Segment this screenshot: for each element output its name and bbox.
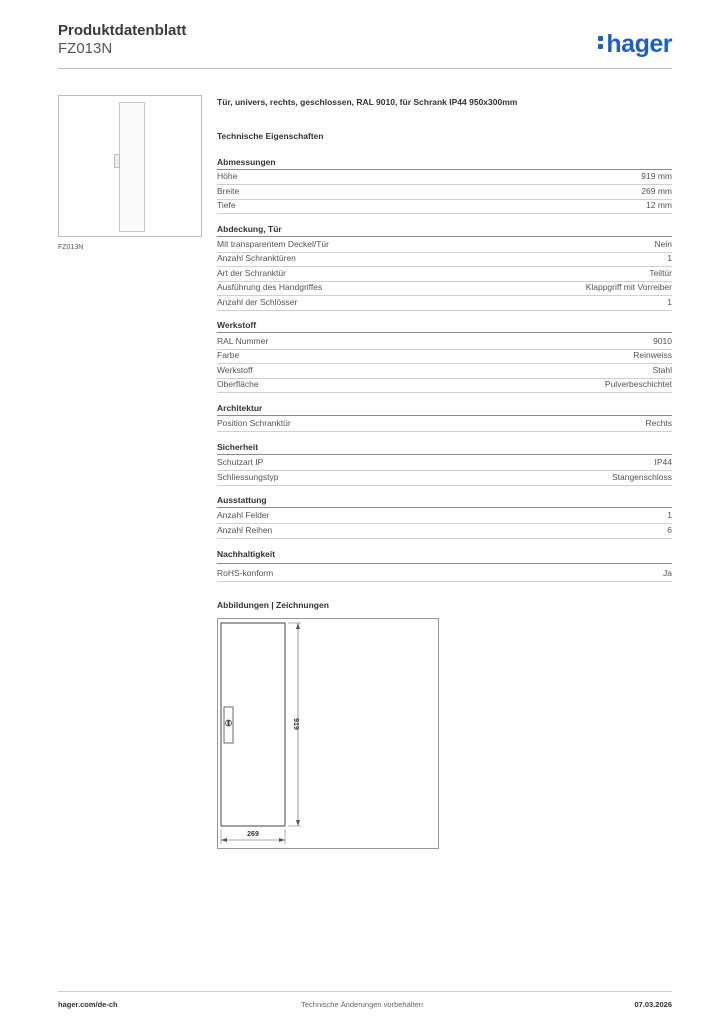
dim-arrow-left <box>221 838 227 842</box>
product-image <box>58 95 202 237</box>
spec-row <box>217 238 672 253</box>
spec-label: Tiefe <box>217 200 236 210</box>
spec-label: RAL Nummer <box>217 336 269 346</box>
technical-drawing <box>217 618 439 849</box>
footer-website-link[interactable]: hager.com/de-ch <box>58 1000 118 1009</box>
spec-row <box>217 417 672 432</box>
spec-value: Reinweiss <box>633 350 672 360</box>
footer-divider <box>58 991 672 992</box>
width-dimension-label: 269 <box>247 831 259 838</box>
spec-row <box>217 335 672 350</box>
spec-label: Farbe <box>217 350 240 360</box>
spec-row <box>217 267 672 282</box>
spec-label: Breite <box>217 186 240 196</box>
spec-value: 9010 <box>653 336 672 346</box>
spec-row <box>217 349 672 364</box>
handle-illustration <box>114 154 120 168</box>
dim-arrow-bottom <box>296 820 300 826</box>
door-illustration <box>119 102 145 232</box>
dim-arrow-right <box>279 838 285 842</box>
lock-key <box>228 720 230 726</box>
spec-label: Art der Schranktür <box>217 268 286 278</box>
spec-row <box>217 199 672 214</box>
spec-row <box>217 296 672 311</box>
spec-row <box>217 281 672 296</box>
footer-date: 07.03.2026 <box>634 1000 672 1009</box>
spec-value: Rechts <box>645 418 672 428</box>
spec-label: Anzahl Felder <box>217 510 270 520</box>
spec-label: Mit transparentem Deckel/Tür <box>217 239 329 249</box>
spec-row <box>217 471 672 486</box>
spec-row <box>217 378 672 393</box>
spec-label: Höhe <box>217 171 238 181</box>
spec-value: 1 <box>667 253 672 263</box>
header-divider <box>58 68 672 69</box>
drawings-heading: Abbildungen | Zeichnungen <box>217 600 329 610</box>
height-dimension-label: 919 <box>292 718 299 730</box>
product-image-caption: FZ013N <box>58 244 84 251</box>
spec-value: IP44 <box>654 457 672 467</box>
section-title-cover-door: Abdeckung, Tür <box>217 224 672 237</box>
spec-value: 269 mm <box>641 186 672 196</box>
spec-value: Klappgriff mit Vorreiber <box>585 282 672 292</box>
spec-value: 12 mm <box>646 200 672 210</box>
section-title-dimensions: Abmessungen <box>217 157 672 170</box>
spec-label: Anzahl Reihen <box>217 525 273 535</box>
spec-label: Schliessungstyp <box>217 472 279 482</box>
section-title-material: Werkstoff <box>217 320 672 333</box>
door-drawing <box>218 619 438 848</box>
spec-value: 6 <box>667 525 672 535</box>
spec-label: Anzahl der Schlösser <box>217 297 298 307</box>
footer-notice: Technische Änderungen vorbehalten <box>301 1000 423 1009</box>
spec-value: Stangenschloss <box>611 472 672 482</box>
spec-value: 1 <box>667 297 672 307</box>
section-title-security: Sicherheit <box>217 442 672 455</box>
spec-label: RoHS-konform <box>217 568 274 578</box>
spec-label: Anzahl Schranktüren <box>217 253 296 263</box>
spec-row <box>217 170 672 185</box>
spec-value: 919 mm <box>641 171 672 181</box>
spec-label: Ausführung des Handgriffes <box>217 282 323 292</box>
spec-value: Pulverbeschichtet <box>604 379 672 389</box>
spec-value: Teiltür <box>649 268 672 278</box>
spec-row <box>217 509 672 524</box>
spec-label: Schutzart IP <box>217 457 264 467</box>
logo-dots-icon <box>598 36 604 50</box>
section-title-equipment: Ausstattung <box>217 495 672 508</box>
spec-row <box>217 567 672 582</box>
spec-row <box>217 524 672 539</box>
spec-value: Ja <box>663 568 672 578</box>
product-code: FZ013N <box>58 40 113 57</box>
spec-row <box>217 364 672 379</box>
page-title: Produktdatenblatt <box>58 22 187 39</box>
spec-label: Werkstoff <box>217 365 253 375</box>
spec-value: Stahl <box>652 365 672 375</box>
hager-logo[interactable] <box>598 30 672 59</box>
door-outline <box>221 623 285 826</box>
section-title-architecture: Architektur <box>217 403 672 416</box>
product-description: Tür, univers, rechts, geschlossen, RAL 9010, für Schrank IP44 950x300mm <box>217 97 518 107</box>
spec-value: Nein <box>654 239 672 249</box>
spec-label: Oberfläche <box>217 379 259 389</box>
spec-label: Position Schranktür <box>217 418 291 428</box>
spec-row <box>217 252 672 267</box>
section-title-sustainability: Nachhaltigkeit <box>217 549 672 564</box>
spec-row <box>217 456 672 471</box>
logo-text: hager <box>606 30 672 58</box>
dim-arrow-top <box>296 623 300 629</box>
spec-value: 1 <box>667 510 672 520</box>
spec-row <box>217 185 672 200</box>
technical-properties-heading: Technische Eigenschaften <box>217 131 324 141</box>
